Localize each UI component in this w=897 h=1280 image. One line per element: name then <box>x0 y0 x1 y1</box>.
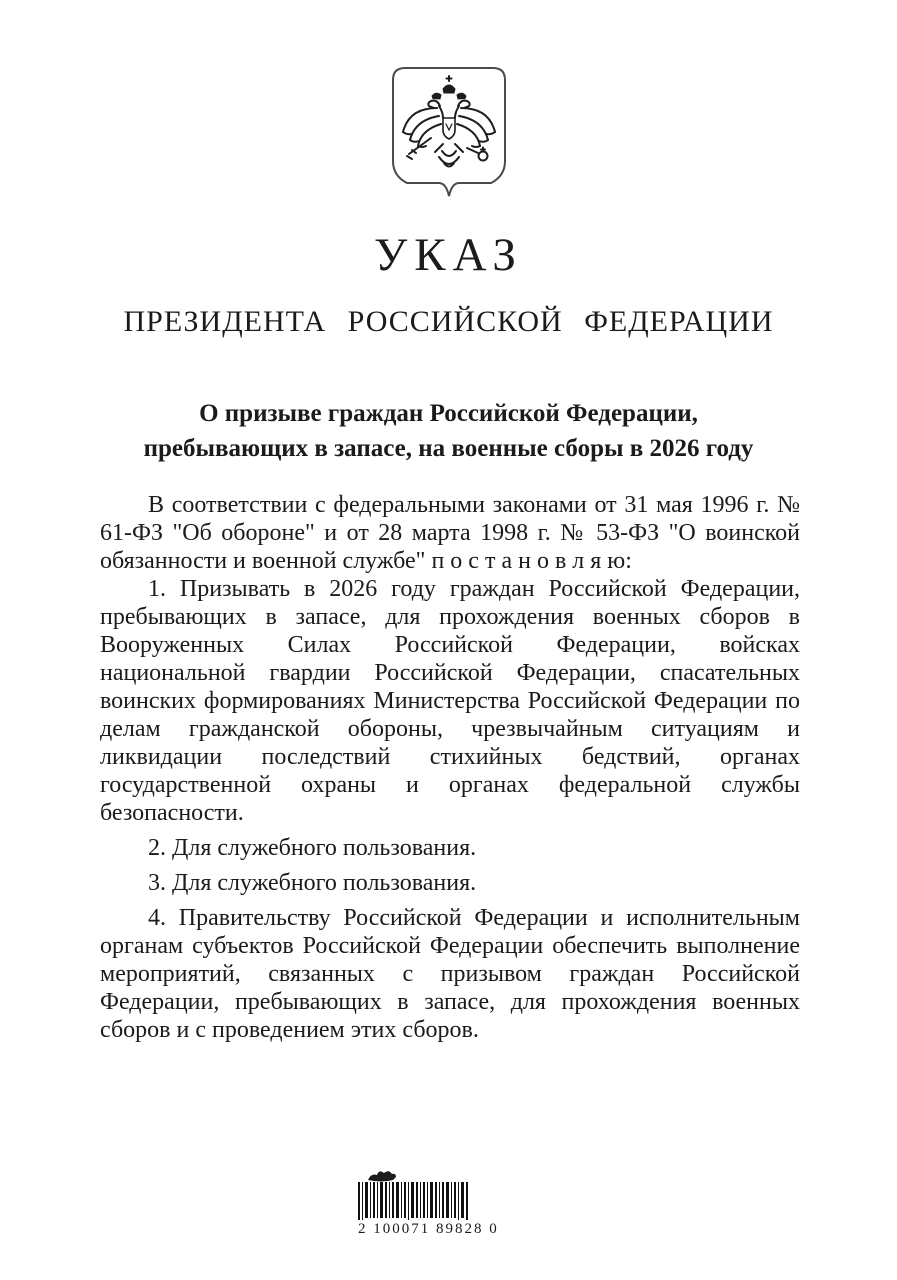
barcode <box>358 1168 499 1238</box>
paragraph-item-4: 4. Правительству Российской Федерации и исполнительным органам субъектов Российской Федерации обеспечить выполнение мероприятий, связанных с призывом граждан Российской Федерации, пребывающих в запасе, для прохождения военных сборов и с проведением этих сборов. <box>100 905 800 1043</box>
coat-of-arms-russia-icon <box>391 66 507 208</box>
decree-subject-line1: О призыве граждан Российской Федерации, <box>199 400 698 427</box>
paragraph-item-1: 1. Призывать в 2026 году граждан Российской Федерации, пребывающих в запасе, для прохождения военных сборов в Вооруженных Силах Российской Федерации, войсках национальной гвардии Российской Федерации, спасательных воинских формированиях Министерства Российской Федерации по делам гражданской обороны, чрезвычайным ситуациям и ликвидации последствий стихийных бедствий, органах государственной охраны и органах федеральной службы безопасности. <box>100 576 800 826</box>
document-title: УКАЗ <box>374 229 523 281</box>
decree-body <box>100 491 800 1044</box>
paragraph-item-2: 2. Для служебного пользования. <box>148 835 477 861</box>
decree-subject-line2: пребывающих в запасе, на военные сборы в 2026 году <box>143 435 754 462</box>
barcode-bars-icon <box>358 1182 470 1220</box>
paragraph-preamble: В соответствии с федеральными законами от 31 мая 1996 г. № 61-ФЗ "Об обороне" и от 28 марта 1998 г. № 53-ФЗ "О воинской обязанности и военной службе" п о с т а н о в л я ю: <box>100 492 800 574</box>
decree-subject <box>90 396 807 466</box>
mini-emblem-icon <box>364 1168 398 1182</box>
document-subtitle: ПРЕЗИДЕНТА РОССИЙСКОЙ ФЕДЕРАЦИИ <box>123 305 774 338</box>
barcode-digits: 2 100071 89828 0 <box>358 1221 499 1237</box>
paragraph-item-3: 3. Для служебного пользования. <box>148 870 477 896</box>
